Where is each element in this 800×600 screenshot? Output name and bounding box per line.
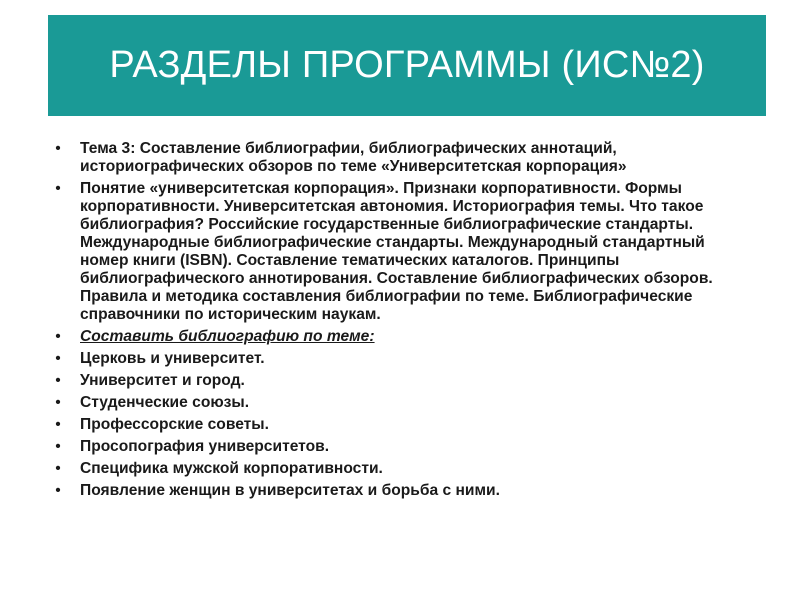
bullet-icon: • [55, 350, 61, 367]
bullet-text: Специфика мужской корпоративности. [80, 460, 383, 477]
bullet-item-assignment [52, 328, 752, 346]
bullet-text: Профессорские советы. [80, 416, 269, 433]
bullet-item-description [52, 180, 752, 324]
bullet-item-student-unions [52, 394, 752, 412]
bullet-text: Появление женщин в университетах и борьба с ними. [80, 482, 500, 499]
bullet-icon: • [55, 180, 61, 197]
bullet-icon: • [55, 460, 61, 477]
bullet-text: Понятие «университетская корпорация». Признаки корпоративности. Формы корпоративности. Университетская автономия. Историография темы. Что такое библиография? Российские государственные библиографические стандарты. Международные библиографические стандарты. Международный стандартный номер книги (ISBN). Составление тематических каталогов. Принципы библиографического аннотирования. Составление библиографических обзоров. Правила и методика составления библиографии по теме. Библиографические справочники по историческим наукам. [80, 180, 713, 323]
bullet-text: Тема 3: Составление библиографии, библиографических аннотаций, историографических обзоров по теме «Университетская корпорация» [80, 140, 627, 175]
bullet-text: Университет и город. [80, 372, 245, 389]
bullet-icon: • [55, 372, 61, 389]
bullet-item-church [52, 350, 752, 368]
bullet-item-professor-councils [52, 416, 752, 434]
title-bar [48, 15, 766, 116]
bullet-item-male-corporatism [52, 460, 752, 478]
bullet-item-topic [52, 140, 752, 176]
bullet-text: Церковь и университет. [80, 350, 265, 367]
bullet-item-city [52, 372, 752, 390]
bullet-icon: • [55, 328, 61, 345]
bullet-icon: • [55, 394, 61, 411]
bullet-text: Студенческие союзы. [80, 394, 250, 411]
bullet-icon: • [55, 416, 61, 433]
bullet-text: Просопография университетов. [80, 438, 330, 455]
bullet-icon: • [55, 482, 61, 499]
bullet-text: Составить библиографию по теме: [80, 328, 375, 345]
bullet-icon: • [55, 140, 61, 157]
slide-title: РАЗДЕЛЫ ПРОГРАММЫ (ИС№2) [109, 44, 705, 86]
bullet-list [52, 140, 752, 504]
bullet-item-women [52, 482, 752, 500]
bullet-item-prosopography [52, 438, 752, 456]
bullet-icon: • [55, 438, 61, 455]
